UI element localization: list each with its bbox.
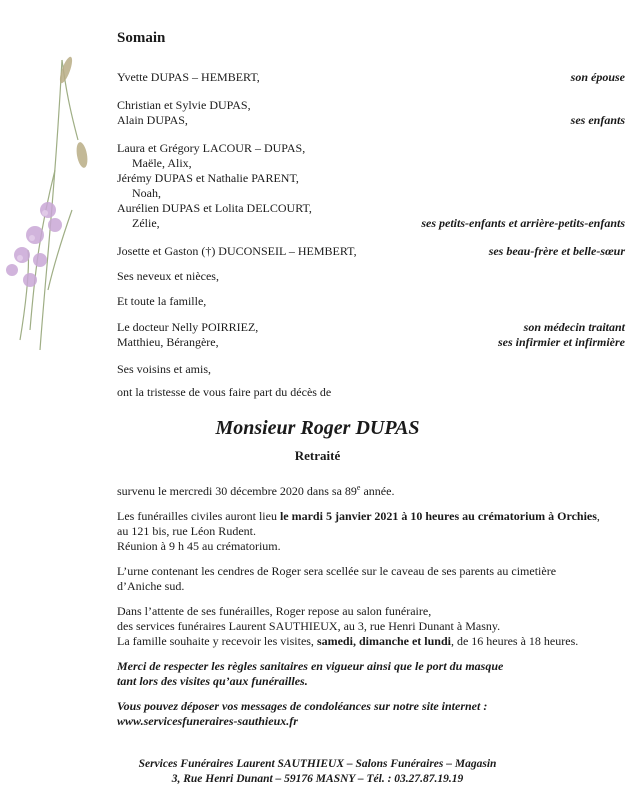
family-member: Yvette DUPAS – HEMBERT, (117, 70, 260, 84)
footer-address: 3, Rue Henri Dunant – 59176 MASNY – Tél. : 03.27.87.19.19 (171, 773, 464, 785)
condolences-link[interactable]: www.servicesfuneraires-sauthieux.fr (117, 714, 298, 728)
condolences-text: Vous pouvez déposer vos messages de condoléances sur notre site internet : (117, 699, 488, 713)
family-member: Laura et Grégory LACOUR – DUPAS, (117, 141, 306, 155)
relation-label: ses petits-enfants et arrière-petits-enfants (421, 216, 625, 230)
relation-label: son épouse (570, 70, 625, 84)
family-member: Christian et Sylvie DUPAS, (117, 98, 251, 112)
relation-label: ses beau-frère et belle-sœur (488, 244, 625, 258)
family-member: Le docteur Nelly POIRRIEZ, (117, 320, 259, 334)
sanitary-notice: Merci de respecter les règles sanitaires en vigueur ainsi que le port du masque (117, 659, 504, 673)
deceased-name: Monsieur Roger DUPAS (215, 417, 420, 439)
salon-info: des services funéraires Laurent SAUTHIEUX, au 3, rue Henri Dunant à Masny. (117, 619, 501, 633)
family-member: Maële, Alix, (132, 156, 192, 170)
family-member: Noah, (132, 186, 161, 200)
death-date: survenu le mercredi 30 décembre 2020 dans sa 89e année. (117, 483, 395, 498)
urn-info: L’urne contenant les cendres de Roger sera scellée sur le caveau de ses parents au cimetière (117, 564, 557, 578)
family-member: Matthieu, Bérangère, (117, 335, 219, 349)
family-member: Aurélien DUPAS et Lolita DELCOURT, (117, 201, 312, 215)
salon-info: Dans l’attente de ses funérailles, Roger repose au salon funéraire, (117, 604, 432, 618)
family-member: Et toute la famille, (117, 294, 207, 308)
salon-visits: La famille souhaite y recevoir les visites, samedi, dimanche et lundi, de 16 heures à 18 heures. (117, 634, 579, 648)
family-member: Zélie, (132, 216, 160, 230)
relation-label: ses infirmier et infirmière (498, 335, 625, 349)
funeral-info: Les funérailles civiles auront lieu le mardi 5 janvier 2021 à 10 heures au crématorium à Orchies, (117, 509, 600, 523)
footer-company: Services Funéraires Laurent SAUTHIEUX – Salons Funéraires – Magasin (138, 758, 497, 770)
relation-label: ses enfants (570, 113, 625, 127)
family-member: Jérémy DUPAS et Nathalie PARENT, (117, 171, 299, 185)
place-heading: Somain (117, 30, 166, 46)
family-member: Ses neveux et nièces, (117, 269, 219, 283)
family-member: Ses voisins et amis, (117, 362, 212, 376)
announcement: ont la tristesse de vous faire part du décès de (117, 385, 332, 399)
family-member: Josette et Gaston (†) DUCONSEIL – HEMBERT, (117, 244, 357, 258)
funeral-address: au 121 bis, rue Léon Rudent. (117, 524, 256, 538)
family-member: Alain DUPAS, (117, 113, 188, 127)
deceased-title: Retraité (294, 448, 341, 463)
sanitary-notice: tant lors des visites qu’aux funérailles. (117, 674, 308, 688)
relation-label: son médecin traitant (523, 320, 625, 334)
flower-illustration (0, 30, 110, 360)
funeral-meeting: Réunion à 9 h 45 au crématorium. (117, 539, 281, 553)
urn-info: d’Aniche sud. (117, 579, 185, 593)
